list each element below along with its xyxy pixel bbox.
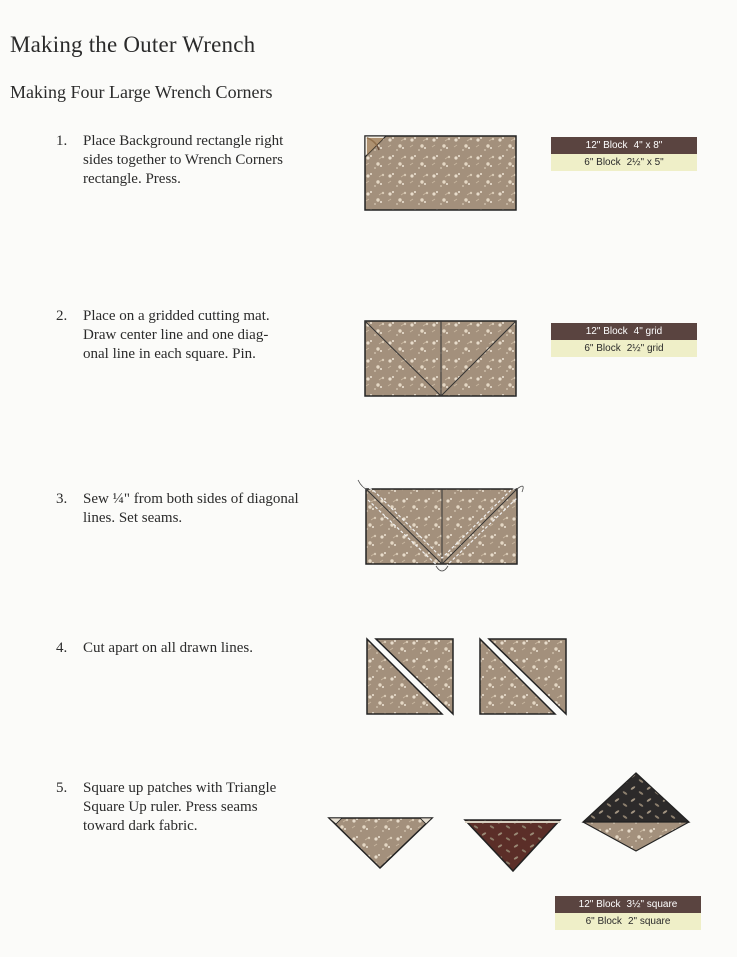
step-text: Place on a gridded cutting mat. Draw center line and one diag- onal line in each square. Pin.: [83, 308, 270, 362]
step-5: [56, 779, 276, 836]
size-row-6-inch: 6" Block 2½" grid: [551, 340, 697, 357]
step-number: 2.: [56, 308, 68, 324]
step-4-cut-squares-illustration: [366, 638, 570, 718]
size-row-6-inch: 6" Block 2" square: [555, 913, 701, 930]
step-1: [56, 132, 283, 189]
step-1-rectangle-illustration: [364, 135, 518, 212]
step-2: [56, 307, 270, 364]
step-3-sewn-rectangle-illustration: [356, 478, 526, 576]
size-table-step-2: [551, 323, 697, 357]
size-table-step-5: [555, 896, 701, 930]
cut-square-left: [367, 639, 453, 714]
section-subtitle: Making Four Large Wrench Corners: [10, 82, 273, 102]
step-number: 4.: [56, 640, 68, 656]
step-number: 3.: [56, 491, 68, 507]
size-row-12-inch: 12" Block 4" grid: [551, 323, 697, 340]
step-5-triangle-dark-illustration: [464, 818, 562, 874]
step-number: 5.: [56, 780, 68, 796]
step-text: Square up patches with Triangle Square Up ruler. Press seams toward dark fabric.: [83, 780, 277, 834]
size-row-12-inch: 12" Block 3½" square: [555, 896, 701, 913]
step-5-pressed-square-illustration: [581, 772, 691, 852]
size-row-12-inch: 12" Block 4" x 8": [551, 137, 697, 154]
page-title: Making the Outer Wrench: [10, 32, 256, 57]
step-text: Sew ¼" from both sides of diagonal lines. Set seams.: [83, 491, 299, 526]
step-2-marked-rectangle-illustration: [364, 320, 518, 398]
step-text: Cut apart on all drawn lines.: [83, 640, 253, 656]
cut-square-right: [480, 639, 566, 714]
step-3: [56, 490, 299, 528]
step-number: 1.: [56, 133, 68, 149]
step-5-triangle-tan-illustration: [328, 816, 434, 870]
step-text: Place Background rectangle right sides together to Wrench Corners rectangle. Press.: [83, 133, 284, 187]
size-table-step-1: [551, 137, 697, 171]
step-4: [56, 639, 253, 658]
size-row-6-inch: 6" Block 2½" x 5": [551, 154, 697, 171]
